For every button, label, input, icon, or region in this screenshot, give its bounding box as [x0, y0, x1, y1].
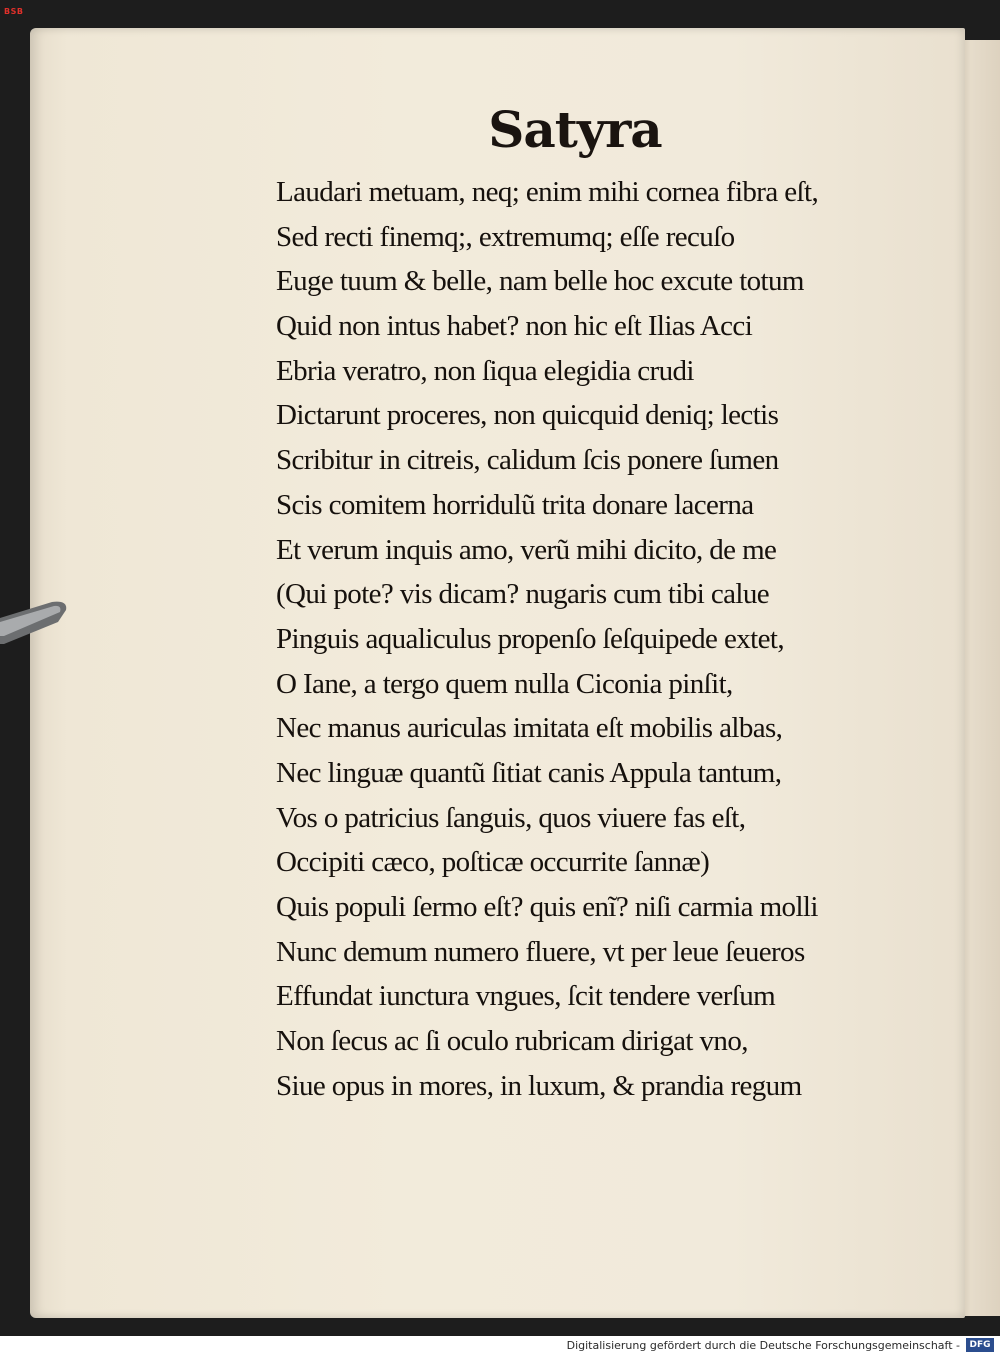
verse-line: Scribitur in citreis, calidum ſcis ponere ſumen — [276, 444, 779, 477]
verse-line: Euge tuum & belle, nam belle hoc excute totum — [276, 265, 804, 298]
library-logo: BSB — [4, 7, 24, 16]
funding-credit: Digitalisierung gefördert durch die Deutsche Forschungsgemeinschaft - — [566, 1339, 960, 1352]
verse-line: Dictarunt proceres, non quicquid deniq; lectis — [276, 399, 779, 432]
page-heading: Satyra — [488, 100, 662, 159]
verse-line: (Qui pote? vis dicam? nugaris cum tibi calue — [276, 578, 770, 611]
verse-line: O Iane, a tergo quem nulla Ciconia pinſit, — [276, 667, 733, 700]
verse-text-block — [276, 170, 876, 1108]
verse-line: Ebria veratro, non ſiqua elegidia crudi — [276, 354, 694, 387]
dfg-logo-icon: DFG — [966, 1338, 994, 1352]
verse-line: Vos o patricius ſanguis, quos viuere fas eſt, — [276, 801, 746, 834]
verse-line: Nec manus auriculas imitata eſt mobilis albas, — [276, 712, 783, 745]
verse-line: Effundat iunctura vngues, ſcit tendere verſum — [276, 980, 776, 1013]
verse-line: Sed recti finemq;, extremumq; eſſe recuſo — [276, 220, 735, 253]
verse-line: Quid non intus habet? non hic eſt Ilias Acci — [276, 310, 753, 343]
verse-line: Non ſecus ac ſi oculo rubricam dirigat vno, — [276, 1025, 748, 1058]
verse-line: Laudari metuam, neq; enim mihi cornea fibra eſt, — [276, 176, 819, 208]
verse-line: Nec linguæ quantũ ſitiat canis Appula tantum, — [276, 756, 782, 789]
bookmark-clip-icon — [0, 600, 70, 650]
verse-line: Quis populi ſermo eſt? quis enĩ? niſi carmia molli — [276, 891, 818, 923]
verse-line: Scis comitem horridulũ trita donare lacerna — [276, 488, 754, 521]
verse-line: Occipiti cæco, poſticæ occurrite ſannæ) — [276, 846, 710, 879]
verse-line: Nunc demum numero fluere, vt per leue ſeueros — [276, 935, 805, 968]
verse-line: Siue opus in mores, in luxum, & prandia regum — [276, 1069, 802, 1102]
verse-line: Et verum inquis amo, verũ mihi dicito, de me — [276, 533, 777, 566]
verse-line: Pinguis aqualiculus propenſo ſeſquipede extet, — [276, 622, 784, 655]
